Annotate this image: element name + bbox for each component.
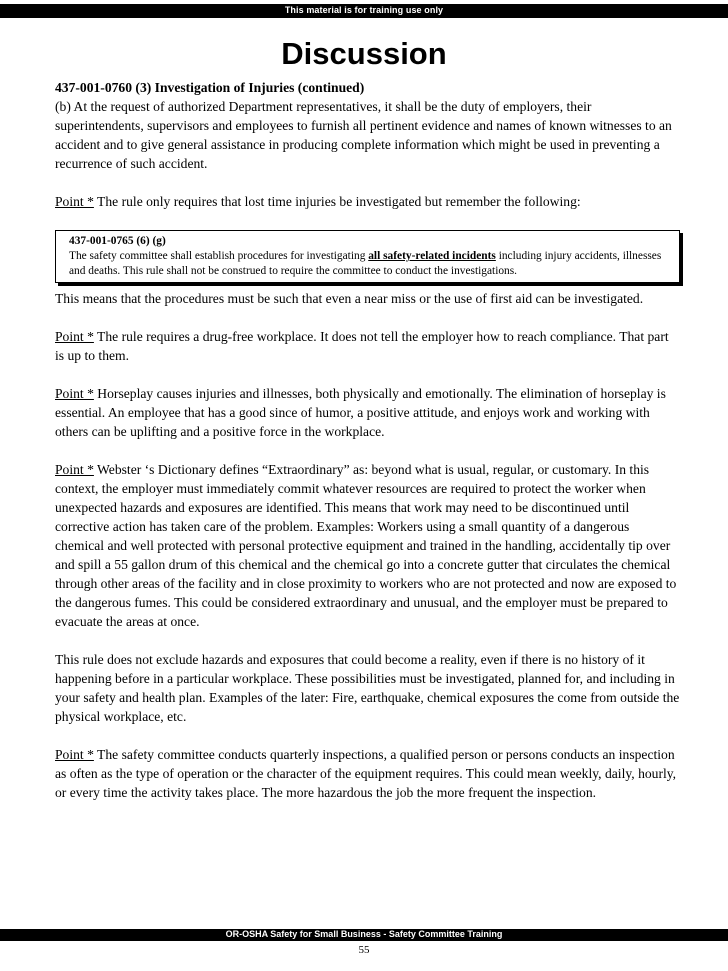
callout-highlight: all safety-related incidents [368, 250, 496, 262]
rule-heading: 437-001-0760 (3) Investigation of Injuries (continued) [55, 80, 365, 95]
point-1-text: The rule only requires that lost time injuries be investigated but remember the following: [93, 194, 581, 209]
callout-text-before: The safety committee shall establish procedures for investigating [69, 250, 369, 262]
point-3-text: Horseplay causes injuries and illnesses, both physically and emotionally. The elimination of horseplay is essential. An employee that has a good since of humor, a positive attitude, and enjoys work and working with others can be uplifting and a positive force in the workplace. [55, 386, 666, 439]
callout-rule-id: 437-001-0765 (6) (g) [69, 235, 166, 247]
header-banner [0, 4, 728, 18]
after-box-paragraph: This means that the procedures must be such that even a near miss or the use of first aid can be investigated. [55, 291, 644, 306]
point-label: Point * [55, 462, 94, 477]
point-label: Point * [55, 194, 94, 209]
point-label: Point * [55, 747, 94, 762]
point-3 [55, 384, 680, 441]
point-2-text: The rule requires a drug-free workplace. It does not tell the employer how to reach compliance. That part is up to them. [55, 329, 669, 363]
point-5 [55, 745, 680, 802]
paragraph-b: (b) At the request of authorized Department representatives, it shall be the duty of employers, their superintendents, supervisors and employees to furnish all pertinent evidence and names of known witnesses to an accident and to give general assistance in producing complete information which might be used in preventing a recurrence of such accident. [55, 99, 672, 171]
header-banner-text: This material is for training use only [284, 5, 444, 15]
point-2 [55, 327, 680, 365]
document-body [55, 78, 680, 802]
rule-callout-box [55, 230, 680, 283]
point-4-text: Webster ‘s Dictionary defines “Extraordinary” as: beyond what is usual, regular, or customary. In this context, the employer must immediately commit whatever resources are required to protect the worker when unexpected hazards and exposures are identified. This means that work may need to be discontinued until corrective action has taken care of the problem. Examples: Workers using a small quantity of a dangerous chemical and well protected with personal protective equipment and trained in the handling, accidentally tip over and spill a 55 gallon drum of this chemical and the chemical go into a concrete gutter that circulates the chemical through other areas of the facility and in close proximity to workers who are not protected and now are exposed to the dangerous fumes. This could be considered extraordinary and unusual, and the employer must be prepared to evacuate the areas at once. [55, 462, 677, 629]
page-number: 55 [358, 944, 370, 956]
history-paragraph: This rule does not exclude hazards and exposures that could become a reality, even if there is no history of it happening before in a particular workplace. These possibilities must be investigated, planned for, and including in your safety and health plan. Examples of the later: Fire, earthquake, chemical exposures the come from outside the physical workplace, etc. [55, 652, 680, 724]
page-title: Discussion [281, 36, 447, 71]
point-4 [55, 460, 680, 631]
point-1 [55, 192, 680, 211]
callout-text-after: including injury accidents, illnesses and deaths. This rule shall not be construed to require the committee to conduct the investigations. [69, 250, 662, 277]
point-label: Point * [55, 329, 94, 344]
point-5-text: The safety committee conducts quarterly inspections, a qualified person or persons conducts an inspection as often as the type of operation or the character of the equipment requires. This could mean weekly, daily, hourly, or every time the activity takes place. The more hazardous the job the more frequent the inspection. [55, 747, 677, 800]
point-label: Point * [55, 386, 94, 401]
footer-banner [0, 929, 728, 941]
callout-text [69, 249, 669, 279]
footer-banner-text: OR-OSHA Safety for Small Business - Safety Committee Training [225, 929, 503, 939]
